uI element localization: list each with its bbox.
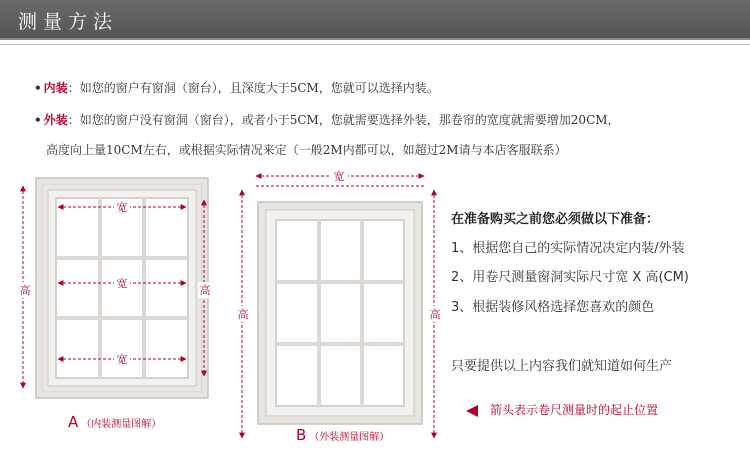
inner-install-note (34, 79, 439, 96)
diagram-a-caption-text: （内装测量图解） (81, 419, 162, 430)
inner-install-key: 内装 (43, 81, 68, 95)
diagram-b-caption (296, 426, 389, 444)
diagram-b-window (232, 164, 444, 444)
prep-footer: 只要提供以上内容我们就知道如何生产 (451, 359, 673, 374)
arrow-legend (466, 401, 658, 418)
height-label-right: 高 (199, 284, 211, 297)
inner-install-text: ：如您的窗户有窗洞（窗台），且深度大于5CM，您就可以选择内装。 (67, 81, 439, 95)
bullet: • (34, 81, 42, 95)
diagram-b-caption-text: （外装测量图解） (309, 432, 390, 443)
diagram-a-letter: A (68, 413, 79, 431)
width-label-top: 宽 (333, 170, 345, 183)
diagram-a-caption (68, 413, 161, 431)
height-label-right: 高 (429, 308, 441, 321)
outer-install-note (34, 111, 620, 128)
outer-install-text: ：如您的窗户没有窗洞（窗台），或者小于5CM，您就需要选择外装，那卷帘的宽度就需要增加20CM， (67, 113, 620, 127)
height-label-left: 高 (19, 284, 31, 297)
prep-item-2: 2、用卷尺测量窗洞实际尺寸宽 X 高(CM) (451, 270, 689, 285)
width-label-top: 宽 (116, 201, 128, 214)
prep-item-3: 3、根据装修风格选择您喜欢的颜色 (451, 300, 655, 315)
diagram-b-letter: B (296, 426, 307, 444)
arrow-icon (466, 405, 478, 417)
diagram-a-window (18, 176, 228, 416)
height-label-left: 高 (237, 308, 249, 321)
page-title: 测量方法 (18, 11, 119, 33)
section-header (0, 0, 750, 40)
outer-install-key: 外装 (43, 113, 68, 127)
width-label-middle: 宽 (116, 277, 128, 290)
outer-install-text-line2: 高度向上量10CM左右，或根据实际情况来定（一般2M内都可以，如超过2M请与本店客服联系） (46, 143, 567, 157)
prep-item-1: 1、根据您自己的实际情况决定内装/外装 (451, 241, 685, 256)
bullet: • (34, 113, 42, 127)
glass-pane (276, 220, 404, 406)
prep-title: 在准备购买之前您必须做以下准备： (451, 212, 660, 227)
header-divider (0, 44, 750, 45)
arrow-legend-text: 箭头表示卷尺测量时的起止位置 (490, 403, 659, 417)
width-label-bottom: 宽 (116, 353, 128, 366)
